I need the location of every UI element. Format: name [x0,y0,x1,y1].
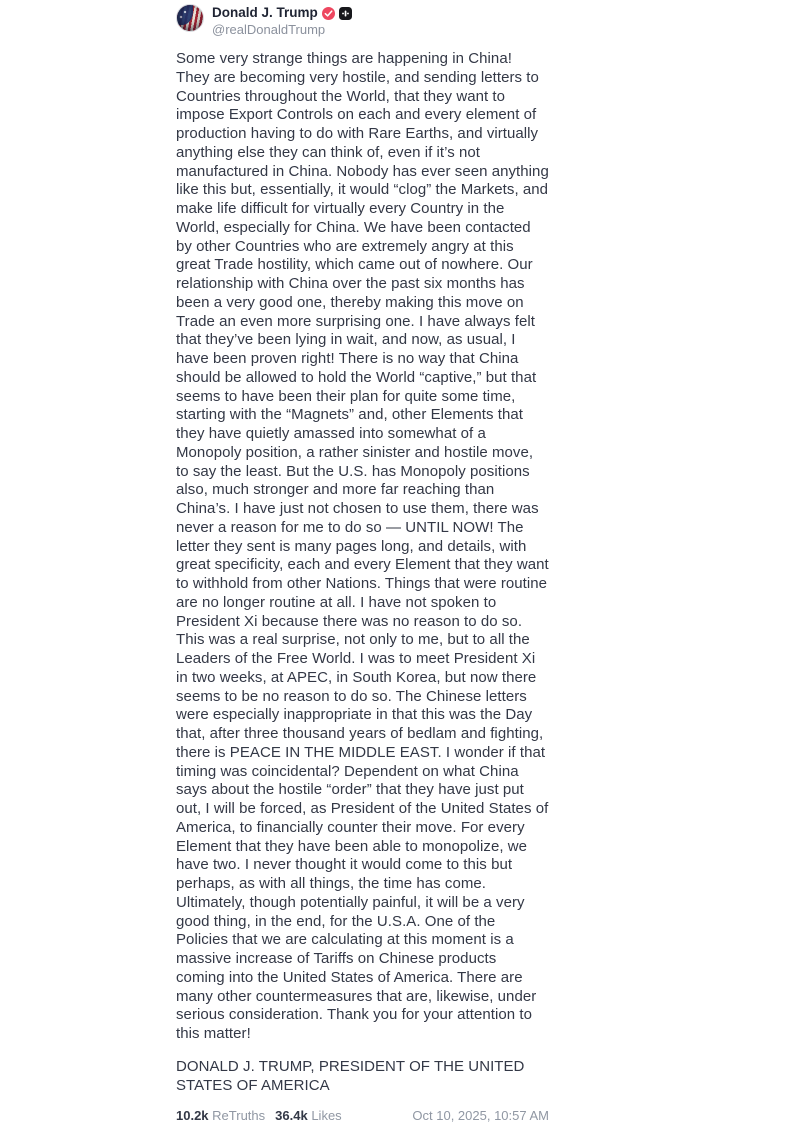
post-signature-text: DONALD J. TRUMP, PRESIDENT OF THE UNITED STATES OF AMERICA [176,1057,525,1094]
retruths-label: ReTruths [212,1108,266,1123]
post-stats [176,1108,342,1123]
likes-count: 36.4k [275,1108,308,1123]
post-timestamp[interactable]: Oct 10, 2025, 10:57 AM [412,1108,549,1123]
verified-check-icon [322,7,335,20]
truth-plus-badge-icon [339,7,352,20]
avatar[interactable] [176,4,204,32]
retruths-count: 10.2k [176,1108,209,1123]
post-card [176,4,549,1123]
retruths-stat[interactable] [176,1108,265,1123]
author-handle[interactable]: @realDonaldTrump [212,22,326,37]
likes-stat[interactable] [275,1108,342,1123]
post-footer [176,1108,549,1123]
author-block [212,4,352,37]
author-name[interactable]: Donald J. Trump [212,5,318,20]
post-header [176,4,549,37]
post-body-text: Some very strange things are happening in China! They are becoming very hostile, and sending letters to Countries throughout the World, that they want to impose Export Controls on each and every element of production having to do with Rare Earths, and virtually anything else they can think of, even if it’s not manufactured in China. Nobody has ever seen anything like this but, essentially, it would “clog” the Markets, and make life difficult for virtually every Country in the World, especially for China. We have been contacted by other Countries who are extremely angry at this great Trade hostility, which came out of nowhere. Our relationship with China over the past six months has been a very good one, thereby making this move on Trade an even more surprising one. I have always felt that they’ve been lying in wait, and now, as usual, I have been proven right! There is no way that China should be allowed to hold the World “captive,” but that seems to have been their plan for quite some time, starting with the “Magnets” and, other Elements that they have quietly amassed into somewhat of a Monopoly position, a rather sinister and hostile move, to say the least. But the U.S. has Monopoly positions also, much stronger and more far reaching than China’s. I have just not chosen to use them, there was never a reason for me to do so — UNTIL NOW! The letter they sent is many pages long, and details, with great specificity, each and every Element that they want to withhold from other Nations. Things that were routine are no longer routine at all. I have not spoken to President Xi because there was no reason to do so. This was a real surprise, not only to me, but to all the Leaders of the Free World. I was to meet President Xi in two weeks, at APEC, in South Korea, but now there seems to be no reason to do so. The Chinese letters were especially inappropriate in that this was the Day that, after three thousand years of bedlam and fighting, there is PEACE IN THE MIDDLE EAST. I wonder if that timing was coincidental? Dependent on what China says about the hostile “order” that they have just put out, I will be forced, as President of the United States of America, to financially counter their move. For every Element that they have been able to monopolize, we have two. I never thought it would come to this but perhaps, as with all things, the time has come. Ultimately, though potentially painful, it will be a very good thing, in the end, for the U.S.A. One of the Policies that we are calculating at this moment is a massive increase of Tariffs on Chinese products coming into the United States of America. There are many other countermeasures that are, likewise, under serious consideration. Thank you for your attention to this matter! [176,50,549,1042]
likes-label: Likes [311,1108,342,1123]
author-name-row [212,5,352,21]
avatar-shading [177,5,203,31]
